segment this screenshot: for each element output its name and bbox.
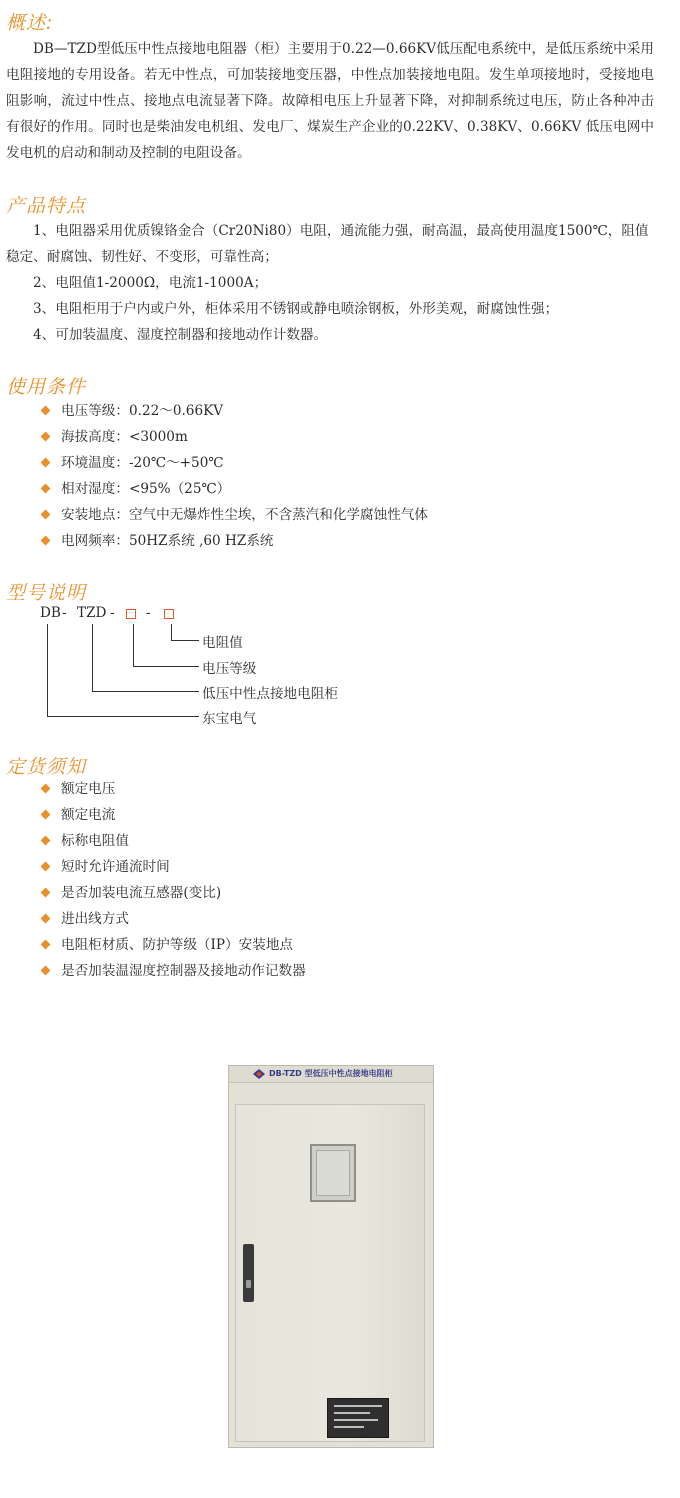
diamond-bullet-icon <box>41 484 51 494</box>
feature-item-4: 4、可加装温度、湿度控制器和接地动作计数器。 <box>33 327 328 343</box>
connector-line <box>92 624 93 691</box>
feature-item-1: 1、电阻器采用优质镍铬金合（Cr20Ni80）电阻，通流能力强，耐高温，最高使用温度1500℃，阻值稳定、耐腐蚀、韧性好、不变形，可靠性高； <box>6 223 649 265</box>
cabinet-label: DB-TZD 型低压中性点接地电阻柜 <box>269 1069 393 1078</box>
cabinet-top-panel <box>229 1066 433 1083</box>
overview-text: DB—TZD型低压中性点接地电阻器（柜）主要用于0.22—0.66KV低压配电系统中，是低压系统中采用电阻接地的专用设备。若无中性点，可加装接地变压器，中性点加装接地电阻。发生单项接地时，受接地电阻影响，流过中性点、接地点电流显著下降。故障相电压上升显著下降，对抑制系统过电压，防止各种冲击有很好的作用。同时也是柴油发电机组、发电厂、煤炭生产企业的0.22KV、0.38KV、0.66KV 低压电网中发电机的启动和制动及控制的电阻设备。 <box>6 41 654 161</box>
cabinet-image <box>228 1065 434 1448</box>
features-heading: 产品特点 <box>6 195 87 217</box>
diamond-bullet-icon <box>41 940 51 950</box>
connector-line <box>47 716 199 717</box>
diamond-bullet-icon <box>41 406 51 416</box>
model-diagram <box>0 600 420 735</box>
model-dash: - <box>110 605 115 621</box>
ordering-list <box>40 776 306 984</box>
connector-line <box>171 640 199 641</box>
connector-line <box>133 624 134 666</box>
door-handle-icon <box>243 1244 254 1302</box>
diamond-bullet-icon <box>41 458 51 468</box>
conditions-list <box>40 398 428 554</box>
model-label-voltage: 电压等级 <box>202 661 257 677</box>
model-box-resistance <box>164 609 174 619</box>
model-code-tzd: TZD <box>77 605 107 621</box>
connector-line <box>171 624 172 640</box>
connector-line <box>92 691 199 692</box>
list-item: 额定电流 <box>40 802 306 828</box>
connector-line <box>47 624 48 716</box>
list-item: 标称电阻值 <box>40 828 306 854</box>
list-item: 电网频率：50HZ系统 ,60 HZ系统 <box>40 528 428 554</box>
model-dash: - <box>62 605 67 621</box>
model-label-brand: 东宝电气 <box>202 711 257 727</box>
list-item: 额定电压 <box>40 776 306 802</box>
overview-heading: 概述: <box>6 12 54 34</box>
list-item: 电压等级：0.22～0.66KV <box>40 398 428 424</box>
ordering-heading: 定货须知 <box>6 756 87 778</box>
model-dash: - <box>146 605 151 621</box>
list-item: 进出线方式 <box>40 906 306 932</box>
list-item: 海拔高度：<3000m <box>40 424 428 450</box>
model-label-cabinet: 低压中性点接地电阻柜 <box>202 686 338 702</box>
model-label-resistance: 电阻值 <box>202 635 243 651</box>
cabinet-window <box>310 1144 356 1202</box>
diamond-bullet-icon <box>41 966 51 976</box>
list-item: 是否加装电流互感器(变比) <box>40 880 306 906</box>
list-item: 安装地点：空气中无爆炸性尘埃，不含蒸汽和化学腐蚀性气体 <box>40 502 428 528</box>
model-heading: 型号说明 <box>6 582 87 604</box>
list-item: 短时允许通流时间 <box>40 854 306 880</box>
model-code-db: DB <box>40 605 61 621</box>
cabinet-door <box>235 1104 425 1442</box>
nameplate <box>327 1398 389 1438</box>
diamond-bullet-icon <box>41 914 51 924</box>
list-item: 相对湿度：<95%（25℃） <box>40 476 428 502</box>
connector-line <box>133 666 199 667</box>
diamond-bullet-icon <box>41 432 51 442</box>
brand-logo-icon <box>253 1069 265 1079</box>
diamond-bullet-icon <box>41 836 51 846</box>
diamond-bullet-icon <box>41 810 51 820</box>
model-box-voltage <box>126 609 136 619</box>
diamond-bullet-icon <box>41 888 51 898</box>
diamond-bullet-icon <box>41 536 51 546</box>
conditions-heading: 使用条件 <box>6 376 87 398</box>
feature-item-2: 2、电阻值1-2000Ω，电流1-1000A； <box>33 275 268 291</box>
diamond-bullet-icon <box>41 784 51 794</box>
list-item: 电阻柜材质、防护等级（IP）安装地点 <box>40 932 306 958</box>
list-item: 是否加装温湿度控制器及接地动作记数器 <box>40 958 306 984</box>
feature-item-3: 3、电阻柜用于户内或户外，柜体采用不锈钢或静电喷涂钢板，外形美观，耐腐蚀性强； <box>33 301 559 317</box>
diamond-bullet-icon <box>41 862 51 872</box>
diamond-bullet-icon <box>41 510 51 520</box>
list-item: 环境温度：-20℃～+50℃ <box>40 450 428 476</box>
